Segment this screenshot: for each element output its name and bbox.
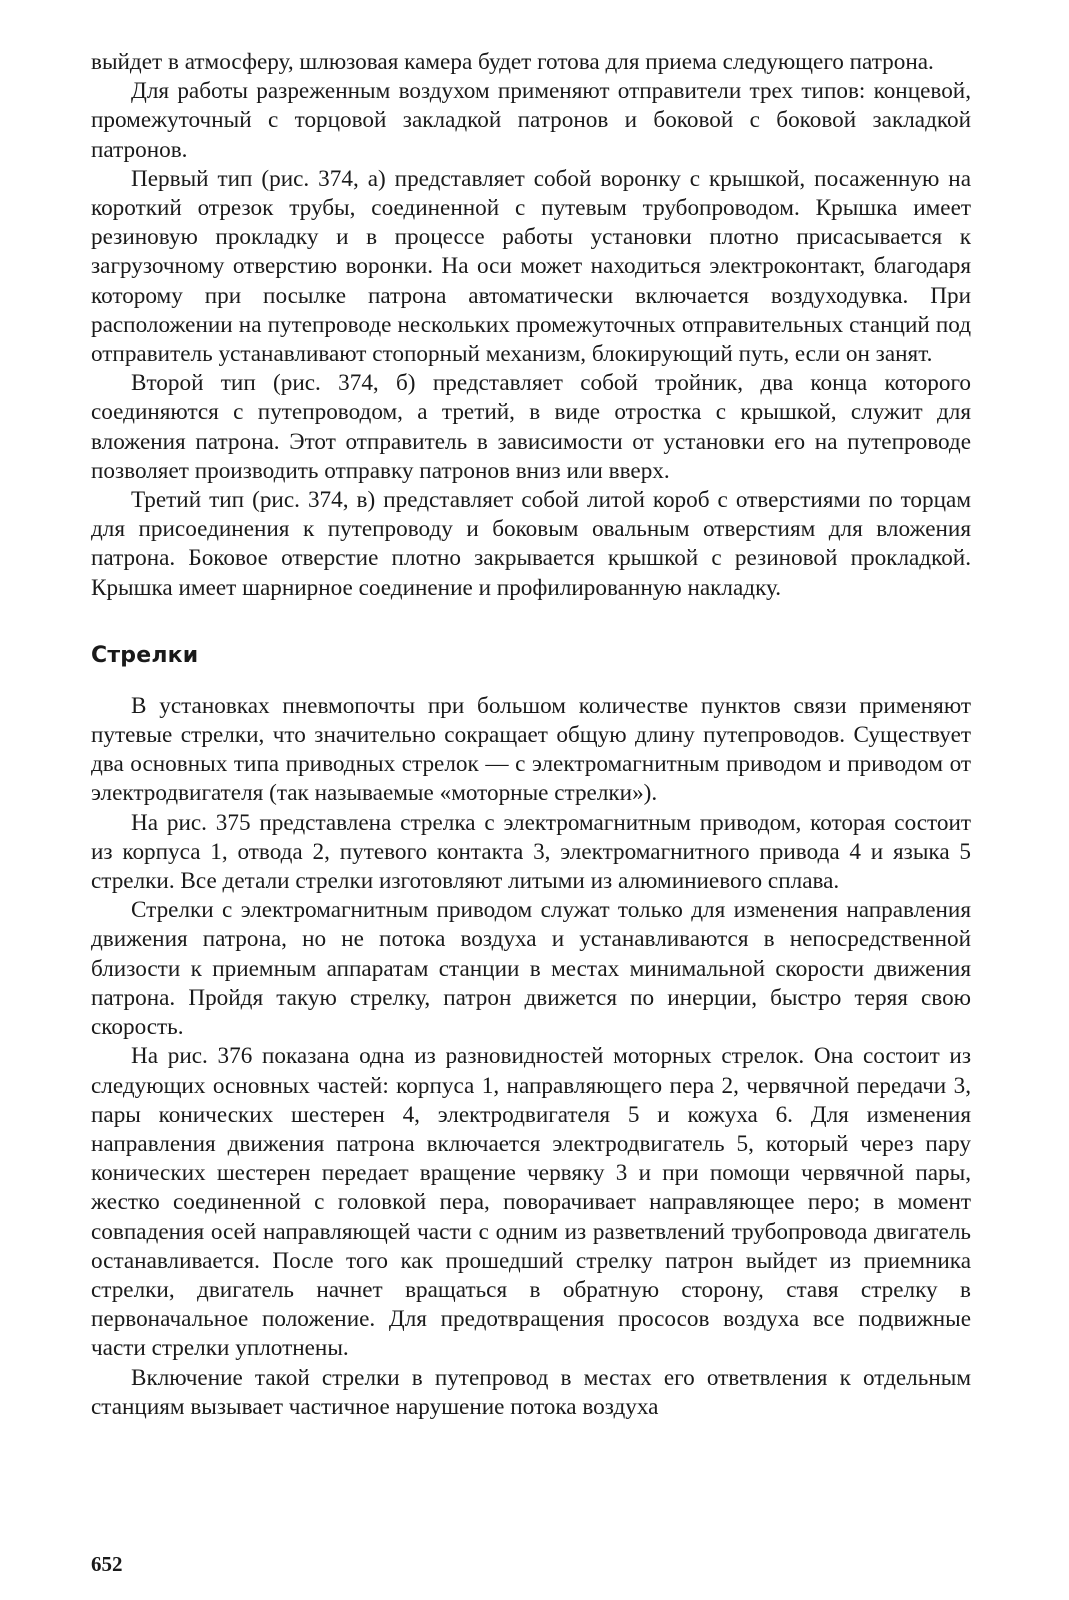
paragraph-third-type: Третий тип (рис. 374, в) представляет собой литой короб с отверстиями по торцам для присоединения к путепроводу и боковым овальным отверстиям для вложения патрона. Боковое отверстие плотно закрывается крышкой с резиновой прокладкой. Крышка имеет шарнирное соединение и профилированную накладку. [91,487,971,601]
paragraph-second-type: Второй тип (рис. 374, б) представляет собой тройник, два конца которого соединяются с путепроводом, а третий, в виде отростка с крышкой, служит для вложения патрона. Этот отправитель в зависимости от установки его на путепроводе позволяет производить отправку патронов вниз или вверх. [91,370,971,484]
paragraph-electromagnetic-usage: Стрелки с электромагнитным приводом служат только для изменения направления движения патрона, но не потока воздуха и устанавливаются в непосредственной близости к приемным аппаратам станции в местах минимальной скорости движения патрона. Пройдя такую стрелку, патрон движется по инерции, быстро теряя свою скорость. [91,897,971,1041]
page-body [91,48,971,1422]
paragraph-sender-types: Для работы разреженным воздухом применяют отправители трех типов: концевой, промежуточный с торцовой закладкой патронов и боковой с боковой закладкой патронов. [91,78,971,163]
paragraph-electromagnetic-switch: На рис. 375 представлена стрелка с электромагнитным приводом, которая состоит из корпуса 1, отвода 2, путевого контакта 3, электромагнитного привода 4 и языка 5 стрелки. Все детали стрелки изготовляют литыми из алюминиевого сплава. [91,809,971,895]
paragraph-motor-switch: На рис. 376 показана одна из разновидностей моторных стрелок. Она состоит из следующих основных частей: корпуса 1, направляющего пера 2, червячной передачи 3, пары конических шестерен 4, электродвигателя 5 и кожуха 6. Для изменения направления движения патрона включается электродвигатель 5, который через пару конических шестерен передает вращение червяку 3 и при помощи червячной пары, жестко соединенной с головкой пера, поворачивает направляющее перо; в момент совпадения осей направляющей части с одним из разветвлений трубопровода двигатель останавливается. После того как прошедший стрелку патрон выйдет из приемника стрелки, двигатель начнет вращаться в обратную сторону, ставя стрелку в первоначальное положение. Для предотвращения прососов воздуха все подвижные части стрелки уплотнены. [91,1043,971,1362]
paragraph-switch-inclusion: Включение такой стрелки в путепровод в местах его ответвления к отдельным станциям вызывает частичное нарушение потока воздуха [91,1364,971,1420]
paragraph-continuation: выйдет в атмосферу, шлюзовая камера будет готова для приема следующего патрона. [91,49,934,75]
paragraph-first-type: Первый тип (рис. 374, а) представляет собой воронку с крышкой, посаженную на короткий отрезок трубы, соединенной с путевым трубопроводом. Крышка имеет резиновую прокладку и в процессе работы установки плотно присасывается к загрузочному отверстию воронки. На оси может находиться электроконтакт, благодаря которому при посылке патрона автоматически включается воздуходувка. При расположении на путепроводе нескольких промежуточных отправительных станций под отправитель устанавливают стопорный механизм, блокирующий путь, если он занят. [91,165,971,368]
section-heading-wrap [91,641,971,671]
paragraph-switches-intro: В установках пневмопочты при большом количестве пунктов связи применяют путевые стрелки, что значительно сокращает общую длину путепроводов. Существует два основных типа приводных стрелок — с электромагнитным приводом и приводом от электродвигателя (так называемые «моторные стрелки»). [91,692,971,807]
section-heading: Стрелки [91,642,199,668]
section-switches [91,692,971,1422]
page-number: 652 [91,1552,123,1576]
section-intro [91,48,971,603]
